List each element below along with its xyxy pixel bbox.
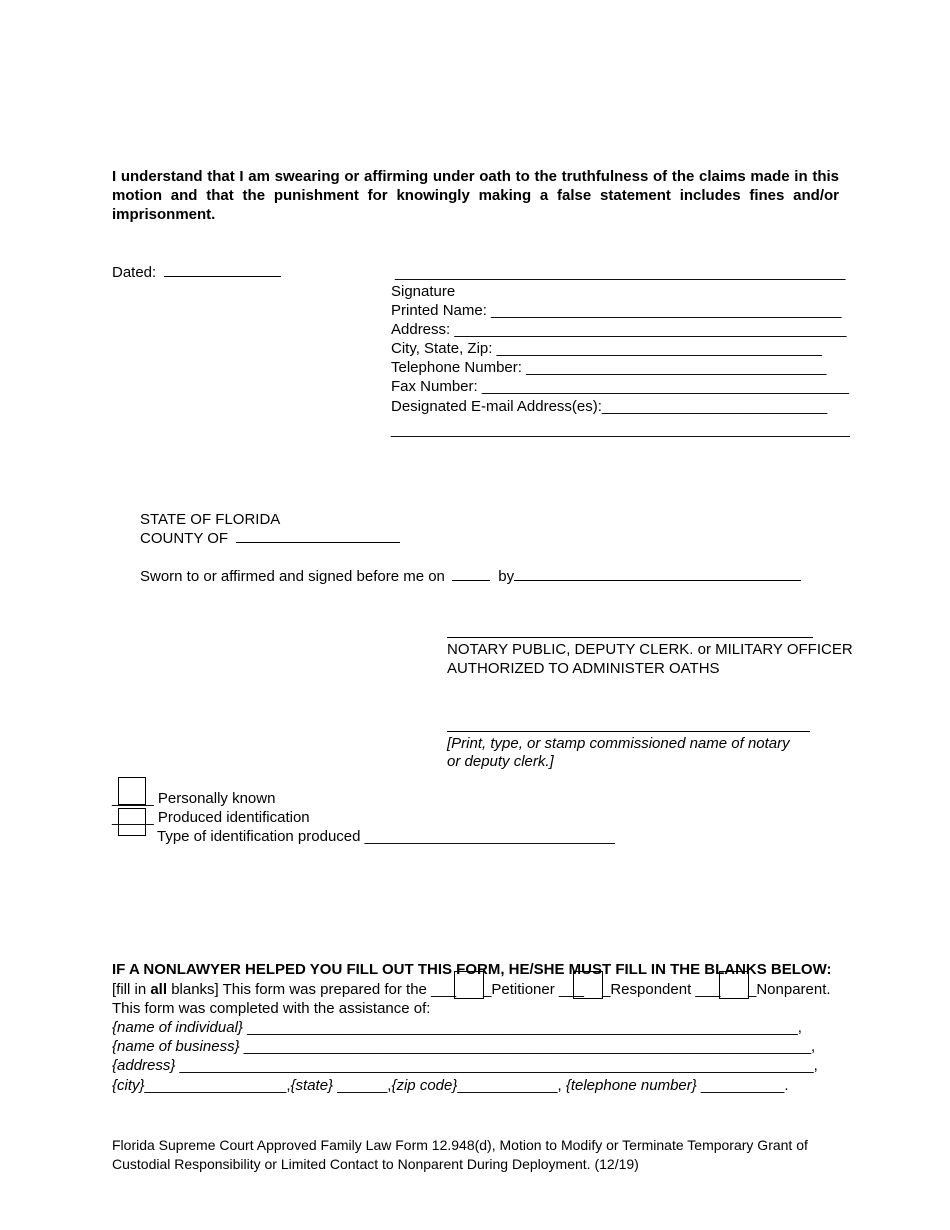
- fill-pre: [fill in: [112, 981, 151, 998]
- fill-post: blanks] This form was prepared for the ___: [167, 981, 457, 998]
- address-label: {address}: [112, 1057, 176, 1074]
- state-label: {state}: [290, 1077, 334, 1094]
- sworn-row: [140, 566, 801, 586]
- sworn-label: Sworn to or affirmed and signed before me on: [140, 568, 445, 585]
- prepared-for-row: [112, 980, 456, 999]
- email-field[interactable]: Designated E-mail Address(es):___________________________: [391, 398, 828, 415]
- city-label: {city}: [112, 1077, 145, 1094]
- zip-field[interactable]: ____________,: [457, 1077, 566, 1094]
- respondent-label: _Respondent ___: [602, 981, 721, 998]
- zip-label: {zip code}: [391, 1077, 458, 1094]
- fax-field[interactable]: Fax Number: ____________________________________________: [391, 378, 849, 395]
- nonparent-checkbox[interactable]: [719, 971, 749, 999]
- telephone-field[interactable]: Telephone Number: ____________________________________: [391, 359, 827, 376]
- name-business-row[interactable]: [112, 1037, 815, 1056]
- fill-bold: all: [150, 981, 168, 998]
- form-footer: Florida Supreme Court Approved Family Law Form 12.948(d), Motion to Modify or Terminate Temporary Grant of Custodial Responsibility or Limited Contact to Nonparent During Deployment. (12/19): [112, 1137, 808, 1172]
- nonlawyer-heading: IF A NONLAWYER HELPED YOU FILL OUT THIS FORM, HE/SHE MUST FILL IN THE BLANKS BELOW:: [112, 961, 832, 978]
- city-state-zip-field[interactable]: City, State, Zip: _______________________________________: [391, 340, 822, 357]
- respondent-checkbox[interactable]: [573, 971, 603, 999]
- county-label: COUNTY OF: [140, 530, 229, 547]
- name-individual-label: {name of individual}: [112, 1019, 243, 1036]
- address-field[interactable]: Address: _______________________________________________: [391, 321, 847, 338]
- dated-field[interactable]: [164, 262, 281, 277]
- notary-name-instructions-1: [Print, type, or stamp commissioned name of notary: [447, 735, 790, 752]
- signature-line[interactable]: ______________________________________________________: [395, 264, 846, 281]
- signature-label: Signature: [391, 283, 456, 300]
- city-row[interactable]: [112, 1076, 789, 1095]
- notary-name-line[interactable]: [447, 731, 810, 732]
- dated-row: [112, 262, 281, 282]
- name-business-label: {name of business}: [112, 1038, 240, 1055]
- by-label: by: [498, 568, 515, 585]
- sworn-date-field[interactable]: [452, 566, 490, 581]
- oath-statement: I understand that I am swearing or affirming under oath to the truthfulness of the claims made in this motion and that the punishment for knowingly making a false statement includes fines and/or imprisonment.: [112, 168, 839, 223]
- sworn-by-field[interactable]: [514, 566, 801, 581]
- notary-signature-line[interactable]: [447, 637, 813, 638]
- notary-title-2: AUTHORIZED TO ADMINISTER OATHS: [447, 660, 720, 677]
- produced-id-label: _____ Produced identification: [112, 809, 310, 826]
- printed-name-field[interactable]: Printed Name: __________________________________________: [391, 302, 842, 319]
- completed-with-label: This form was completed with the assistance of:: [112, 1000, 431, 1017]
- email-continuation-line[interactable]: _______________________________________________________: [391, 421, 850, 438]
- address-row[interactable]: [112, 1056, 818, 1075]
- name-individual-field[interactable]: __________________________________________________________________,: [242, 1019, 802, 1036]
- county-row: [140, 528, 400, 548]
- nonparent-label: _Nonparent.: [748, 981, 831, 998]
- id-type-field[interactable]: Type of identification produced ______________________________: [157, 828, 615, 845]
- nonlawyer-address-field[interactable]: ____________________________________________________________________________,: [175, 1057, 818, 1074]
- petitioner-label: _Petitioner ___: [483, 981, 584, 998]
- phone-field[interactable]: __________.: [696, 1077, 789, 1094]
- notary-title-1: NOTARY PUBLIC, DEPUTY CLERK. or MILITARY OFFICER: [447, 641, 853, 658]
- state-label: STATE OF FLORIDA: [140, 511, 281, 528]
- phone-label: {telephone number}: [565, 1077, 697, 1094]
- name-business-field[interactable]: ____________________________________________________________________,: [239, 1038, 816, 1055]
- county-field[interactable]: [236, 528, 400, 543]
- state-field[interactable]: ______,: [333, 1077, 392, 1094]
- city-field[interactable]: _________________,: [144, 1077, 291, 1094]
- notary-name-instructions-2: or deputy clerk.]: [447, 753, 554, 770]
- name-individual-row[interactable]: [112, 1018, 802, 1037]
- personally-known-label: _____ Personally known: [112, 790, 276, 807]
- petitioner-checkbox[interactable]: [454, 971, 484, 999]
- dated-label: Dated:: [112, 264, 157, 281]
